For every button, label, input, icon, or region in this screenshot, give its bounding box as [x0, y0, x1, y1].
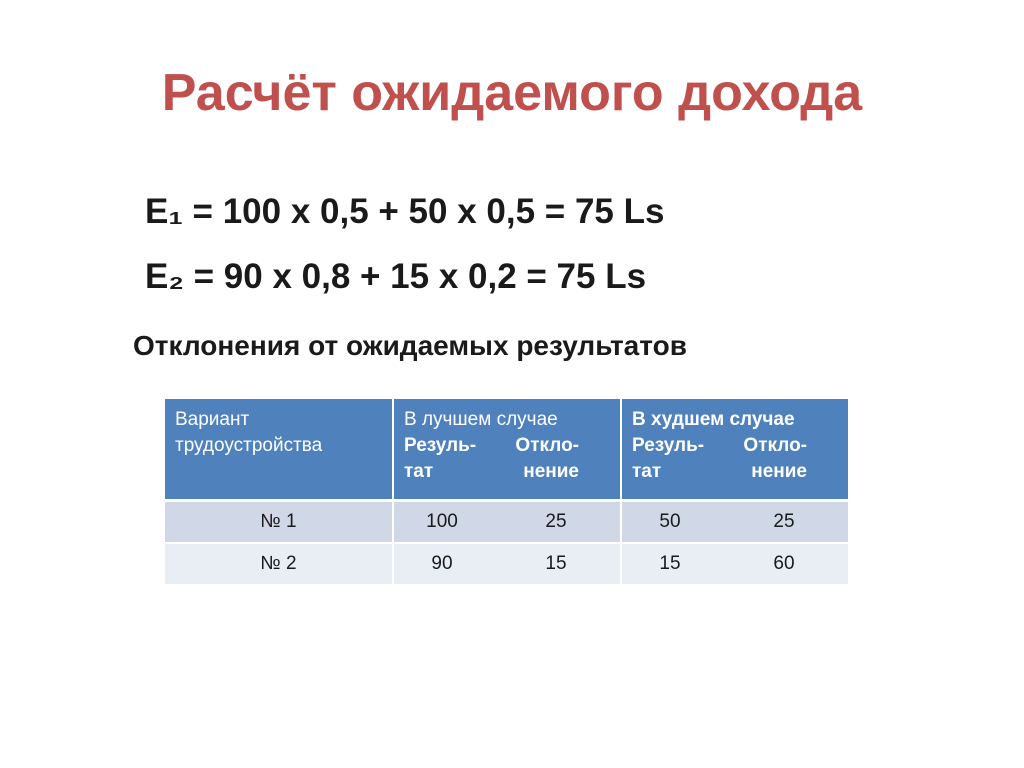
- cell-best-deviation: 15: [545, 552, 567, 574]
- header-best-sub: [404, 433, 579, 485]
- header-variant-line2: трудоустройства: [175, 435, 323, 457]
- header-best-result-1: Резуль-: [404, 435, 477, 457]
- slide-title: Расчёт ожидаемого дохода: [161, 64, 863, 122]
- cell-worst-deviation: 60: [773, 552, 795, 574]
- cell-variant: № 2: [165, 543, 393, 585]
- cell-best-deviation: 25: [545, 510, 567, 532]
- table-row: [165, 543, 848, 585]
- formula-e2: E₂ = 90 x 0,8 + 15 x 0,2 = 75 Ls: [145, 257, 647, 296]
- header-worst-sub: [632, 433, 807, 485]
- cell-worst-case: [621, 543, 848, 585]
- cell-worst-result: 15: [659, 552, 681, 574]
- cell-best-case: [393, 500, 621, 543]
- header-variant-line1: Вариант: [175, 409, 250, 430]
- table-row: [165, 500, 848, 543]
- header-best-result-2: тат: [404, 461, 434, 483]
- header-worst-deviation-1: Откло-: [743, 435, 807, 457]
- formula-e1: E₁ = 100 x 0,5 + 50 x 0,5 = 75 Ls: [145, 192, 665, 231]
- cell-variant: № 1: [165, 500, 393, 543]
- cell-worst-deviation: 25: [773, 510, 795, 532]
- header-best-deviation-1: Откло-: [515, 435, 579, 457]
- cell-best-result: 90: [431, 552, 453, 574]
- header-variant: [165, 399, 393, 500]
- header-best-deviation-2: нение: [523, 461, 579, 483]
- header-worst-title: В худшем случае: [632, 409, 795, 430]
- cell-worst-result: 50: [659, 510, 681, 532]
- table-header-row: [165, 399, 848, 500]
- deviations-subheading: Отклонения от ожидаемых результатов: [133, 330, 687, 361]
- header-worst-deviation-2: нение: [751, 461, 807, 483]
- deviations-table: [165, 399, 848, 586]
- cell-best-result: 100: [426, 510, 458, 532]
- cell-best-case: [393, 543, 621, 585]
- cell-worst-case: [621, 500, 848, 543]
- header-best-title: В лучшем случае: [404, 409, 558, 430]
- header-worst-case: [621, 399, 848, 500]
- header-worst-result-2: тат: [632, 461, 662, 483]
- header-best-case: [393, 399, 621, 500]
- header-worst-result-1: Резуль-: [632, 435, 705, 457]
